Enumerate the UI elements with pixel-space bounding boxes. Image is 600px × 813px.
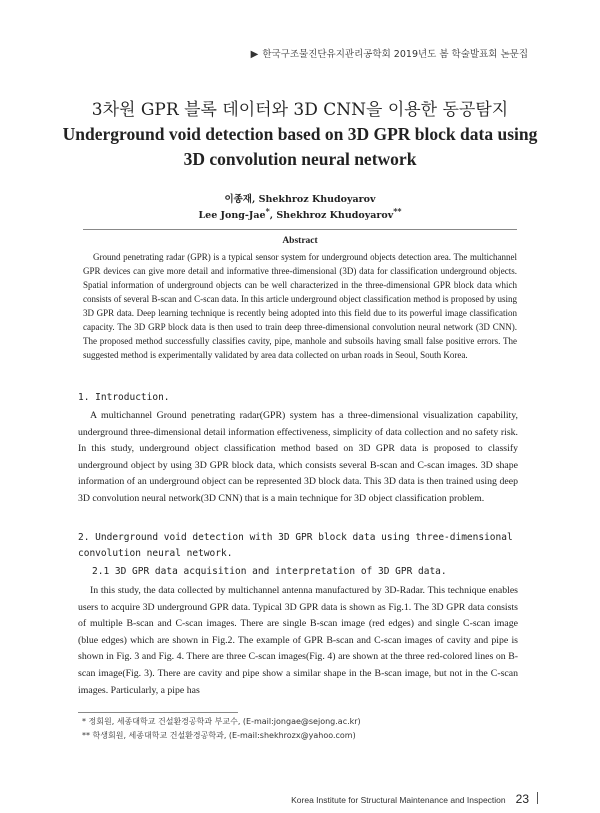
abstract-heading: Abstract [282, 236, 318, 246]
page-number: 23 [515, 792, 529, 806]
author-name-1: Lee Jong-Jae [198, 210, 266, 222]
footer-bar [537, 792, 538, 804]
footnote-divider [78, 712, 238, 713]
triangle-icon: ▶ [250, 49, 259, 60]
section-2-1-paragraph: In this study, the data collected by multichannel antenna manufactured by 3D-Radar. This technique enables users to acquire 3D underground GPR data. Typical 3D GPR data is shown as Fig.1. The 3D GPR data consists of multiple B-scan and C-scan images. There are single B-scan image (red edges) and single C-scan image (blue edges) which are shown in Fig.2. The example of GPR B-scan and C-scan images of cavity and pipe is shown in Fig. 3 and Fig. 4. There are three C-scan images(Fig. 4) are shown at the three red-colored lines on B-scan image(Fig. 3). There are cavity and pipe show a similar shape in the B-scan image, but not in the C-scan images. Particularly, a pipe has [78, 585, 518, 696]
section-2-1-heading: 2.1 3D GPR data acquisition and interpretation of 3D GPR data. [92, 566, 447, 577]
footer-text: Korea Institute for Structural Maintenance and Inspection [291, 795, 506, 805]
korean-title: 3차원 GPR 블록 데이터와 3D CNN을 이용한 동공탐지 [91, 100, 509, 120]
header-text: 한국구조물진단유지관리공학회 2019년도 봄 학술발표회 논문집 [262, 49, 528, 60]
section-2-heading: 2. Underground void detection with 3D GPR block data using three-dimensional convolution neural network. [78, 532, 513, 559]
abstract-text: Ground penetrating radar (GPR) is a typical sensor system for underground objects detection area. The multichannel GPR devices can give more detail and informative three-dimensional (3D) data for classification underground objects. Spatial information of underground objects can be well characterized in the three-dimensional GPR block data which consists of several B-scan and C-scan data. In this article underground object classification method is proposed by using 3D GPR data. Deep learning technique is recently being adopted into this field due to its powerful image classification capacity. The 3D GRP block data is then used to train deep three-dimensional convolution neural network (3D CNN). The proposed method successfully classifies cavity, pipe, manhole and subsoils having small false positive errors. The suggested method is experimentally validated by area data collected on urban roads in Seoul, South Korea. [83, 252, 517, 360]
title-divider [83, 229, 517, 230]
footnote-2: ** 학생회원, 세종대학교 건설환경공학과, (E-mail:shekhrozx@yahoo.com) [82, 731, 356, 740]
running-header [251, 46, 528, 60]
authors-korean: 이종재, Shekhroz Khudoyarov [224, 194, 376, 205]
section-1-heading: 1. Introduction. [78, 392, 170, 403]
introduction-paragraph: A multichannel Ground penetrating radar(GPR) system has a three-dimensional visualization capability, underground three-dimensional detail information effectiveness, simplicity of data collection and no safety risk. In this study, underground object classification method based on 3D GPR data is proposed to classify underground object by using 3D GPR block data, which consists several B-scan and C-scan images. 3D shape information of an underground object can be represented 3D block data. This 3D data is then trained using deep 3D convolution neural network(3D CNN) that is a main technique for 3D object classification problem. [78, 410, 518, 504]
english-title: Underground void detection based on 3D GPR block data using 3D convolution neural network [62, 124, 538, 169]
footnote-1: * 정회원, 세종대학교 건설환경공학과 부교수, (E-mail:jongae@sejong.ac.kr) [82, 717, 361, 726]
page-footer [291, 792, 538, 806]
authors-english [0, 207, 600, 221]
author-mark-1: * [265, 207, 270, 216]
author-mark-2: ** [393, 207, 402, 216]
author-name-2: , Shekhroz Khudoyarov [269, 210, 394, 222]
